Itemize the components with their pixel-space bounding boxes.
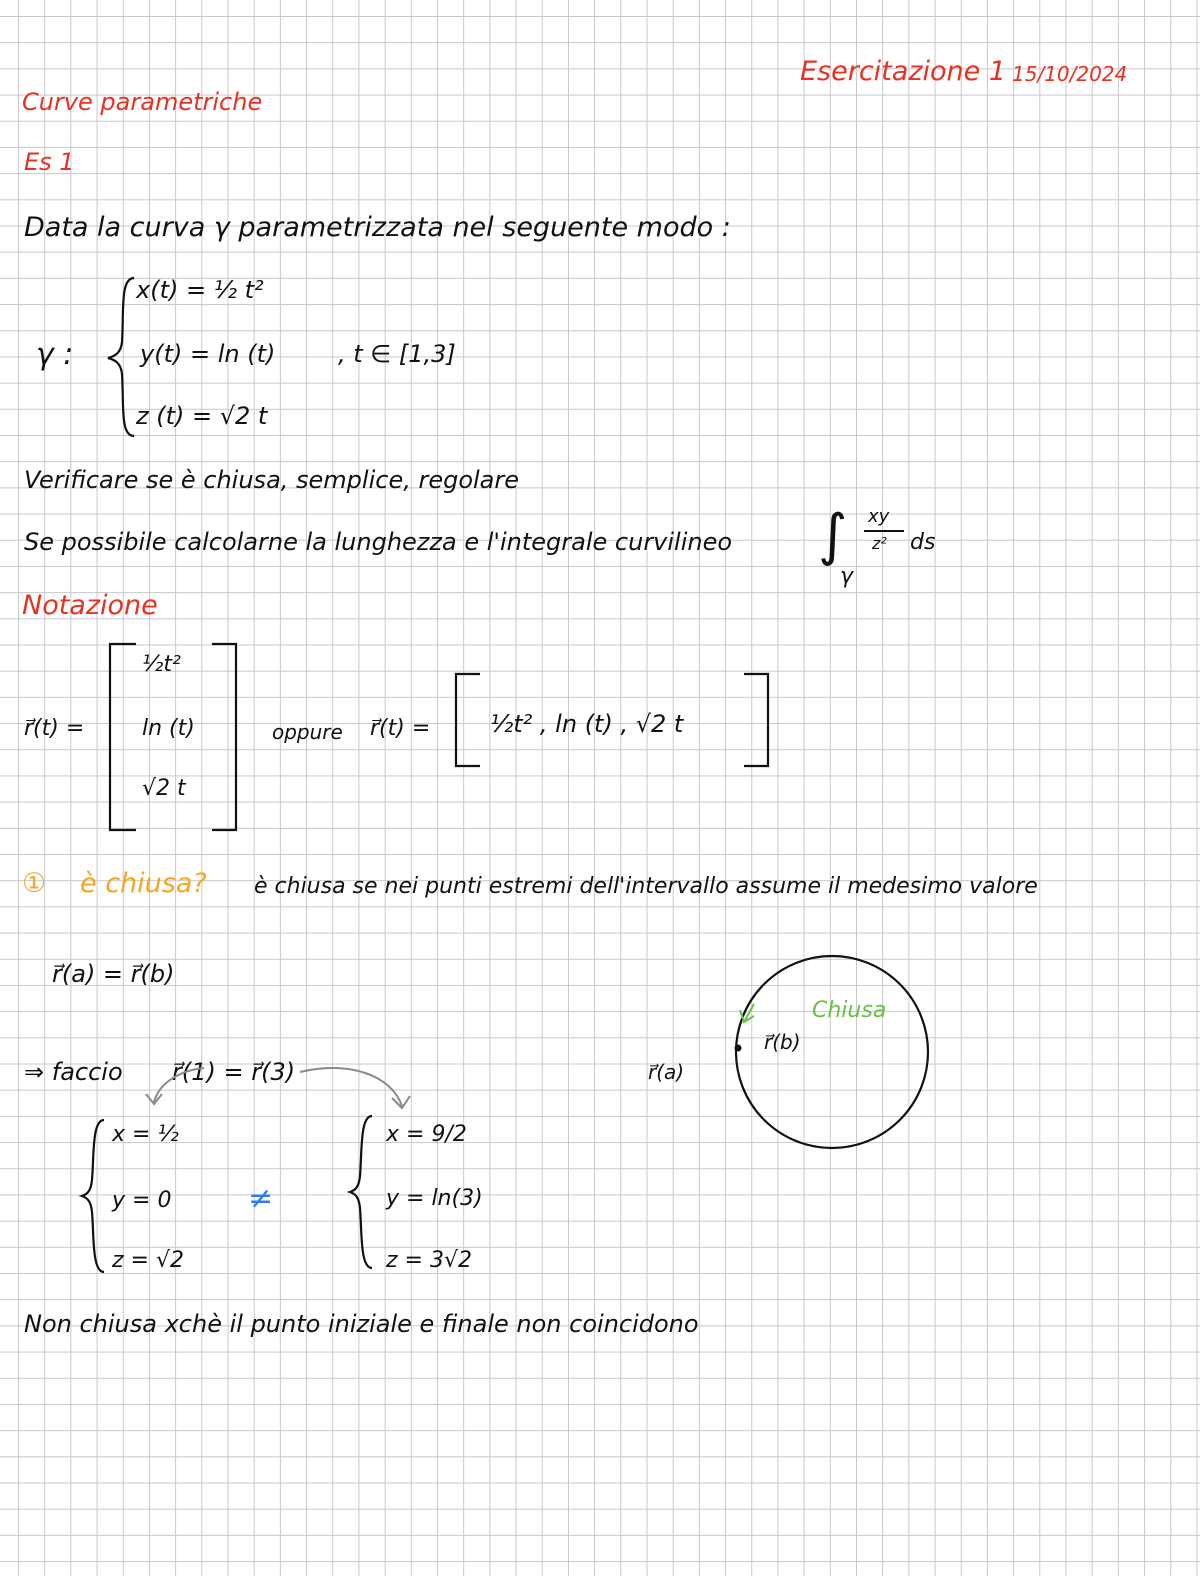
integral-sign: ∫: [818, 503, 848, 568]
system1-z: z = √2: [112, 1248, 184, 1273]
system2-x: x = 9/2: [386, 1122, 467, 1147]
closed-condition: r⃗(a) = r⃗(b): [52, 960, 175, 988]
fraction-bar: [864, 530, 904, 532]
compare-endpoints: r⃗(1) = r⃗(3): [172, 1058, 296, 1086]
vector-lhs-row: r⃗(t) =: [370, 716, 431, 741]
system2-brace: [348, 1112, 378, 1272]
system1-x: x = ½: [112, 1122, 179, 1147]
x-equation: x(t) = ½ t²: [136, 276, 264, 304]
closed-definition: è chiusa se nei punti estremi dell'intervallo assume il medesimo valore: [254, 874, 1038, 899]
exercise-label: Es 1: [24, 148, 75, 176]
y-equation: y(t) = ln (t): [140, 340, 276, 368]
parameter-domain: , t ∈ [1,3]: [338, 340, 456, 368]
system1-y: y = 0: [112, 1188, 172, 1213]
step-number: ①: [22, 868, 47, 899]
label-closed: Chiusa: [812, 998, 887, 1023]
implies-arrow-text: ⇒ faccio: [24, 1058, 123, 1086]
topic-heading: Curve parametriche: [22, 88, 263, 116]
column-entry-2: ln (t): [142, 716, 195, 741]
closed-curve-sketch: [730, 960, 930, 1160]
system2-y: y = ln(3): [386, 1186, 483, 1211]
conclusion-text: Non chiusa xchè il punto iniziale e finale non coincidono: [24, 1310, 699, 1338]
oppure-text: oppure: [272, 720, 343, 744]
z-equation: z (t) = √2 t: [136, 402, 268, 430]
column-entry-1: ½t²: [142, 652, 181, 677]
label-r-a: r⃗(a): [648, 1060, 685, 1084]
integrand-ds: ds: [910, 530, 936, 555]
system1-brace: [80, 1116, 110, 1276]
label-r-b: r⃗(b): [764, 1030, 801, 1054]
gamma-label: γ :: [36, 337, 74, 372]
column-entry-3: √2 t: [142, 776, 186, 801]
notation-heading: Notazione: [22, 590, 158, 621]
not-equal-sign: ≠: [248, 1181, 274, 1216]
integrand-denominator: z²: [872, 534, 887, 553]
task-verify: Verificare se è chiusa, semplice, regolare: [24, 466, 520, 494]
sheet-title: Esercitazione 1: [800, 56, 1006, 87]
sheet-date: 15/10/2024: [1012, 62, 1128, 86]
vector-lhs-column: r⃗(t) =: [24, 716, 85, 741]
row-entries: ½t² , ln (t) , √2 t: [490, 710, 684, 738]
integrand-numerator: xy: [868, 506, 890, 527]
system2-z: z = 3√2: [386, 1248, 472, 1273]
problem-intro: Data la curva γ parametrizzata nel seguente modo :: [24, 212, 731, 243]
task-compute: Se possibile calcolarne la lunghezza e l'integrale curvilineo: [24, 528, 733, 556]
integral-subscript: γ: [840, 564, 854, 589]
closed-question: è chiusa?: [80, 868, 207, 899]
